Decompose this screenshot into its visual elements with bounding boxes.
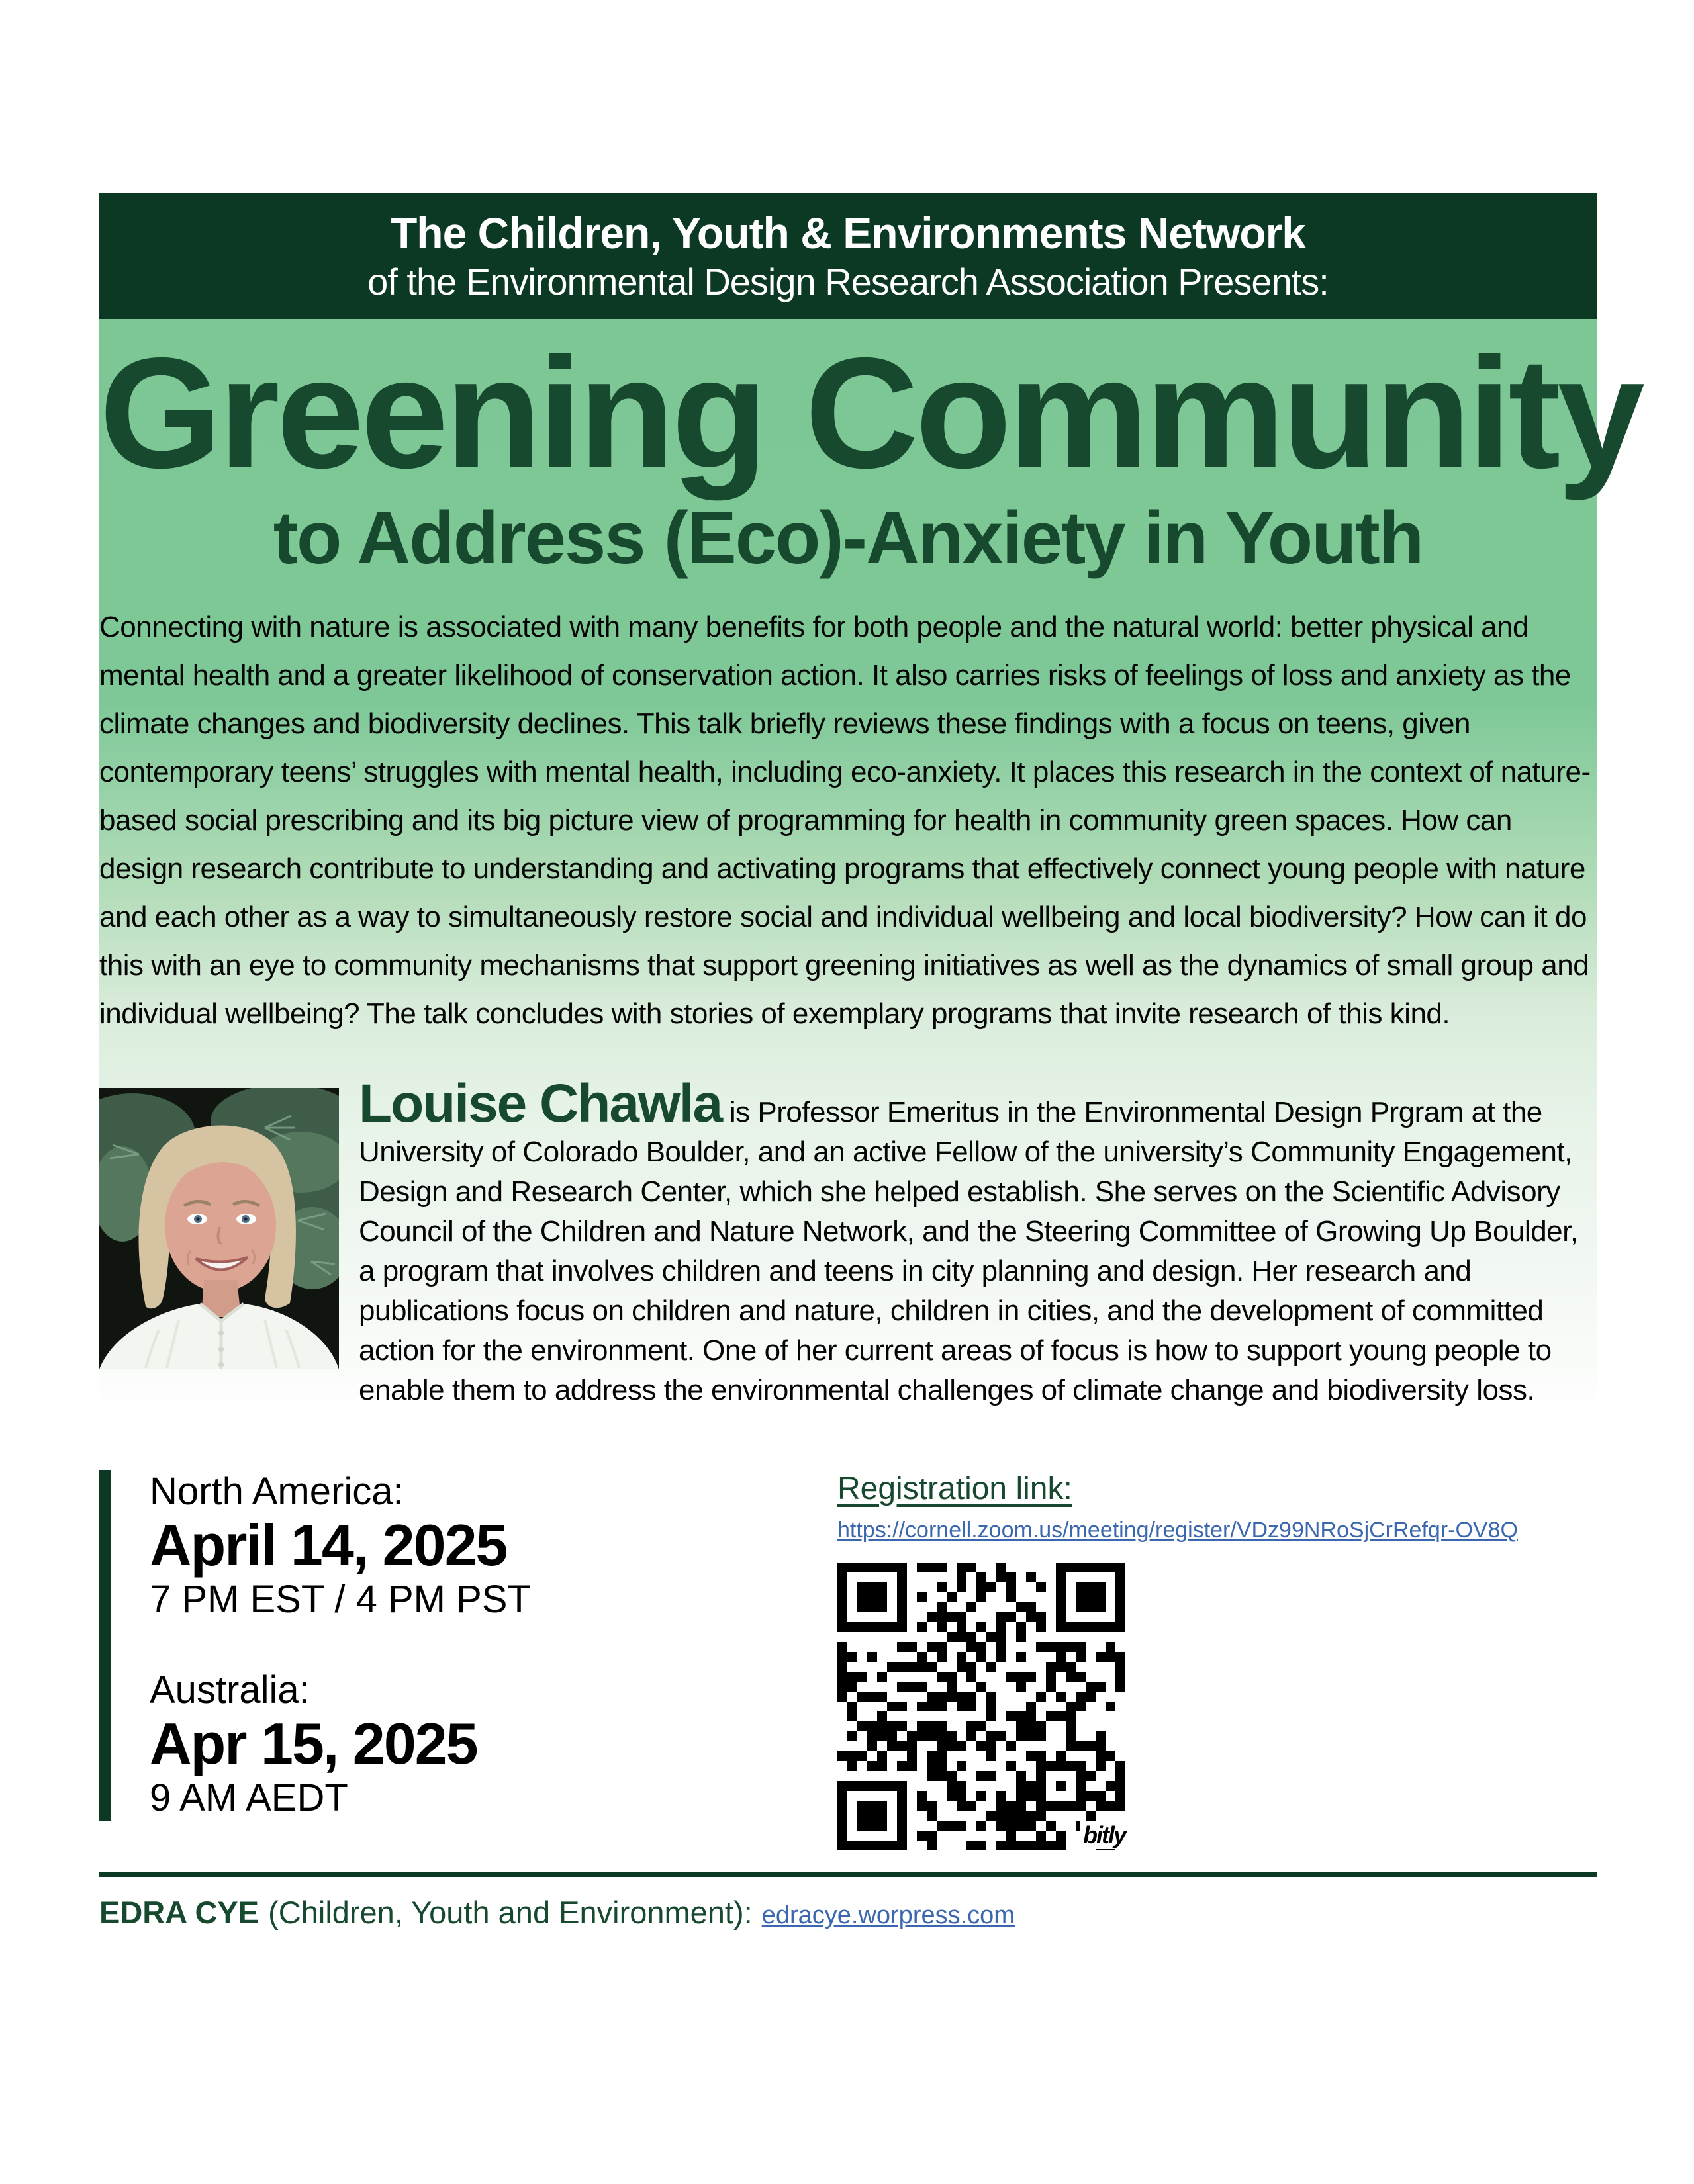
event-subtitle: to Address (Eco)-Anxiety in Youth	[273, 496, 1423, 579]
footer-org-desc: (Children, Youth and Environment):	[268, 1895, 753, 1930]
schedule-time-australia: 9 AM AEDT	[150, 1776, 348, 1819]
qr-code	[837, 1563, 1125, 1850]
footer-org-name: EDRA CYE	[99, 1895, 259, 1930]
qr-code-wrap	[837, 1563, 1125, 1850]
speaker-section	[99, 1073, 1597, 1410]
schedule-time-north-america: 7 PM EST / 4 PM PST	[150, 1578, 531, 1621]
poster	[99, 193, 1642, 1931]
registration-heading: Registration link:	[837, 1471, 1072, 1506]
registration-section	[837, 1470, 1597, 1850]
banner	[99, 193, 1597, 319]
schedule-registration-row	[99, 1470, 1597, 1850]
main-title: Greening Community	[99, 326, 1642, 501]
banner-title: The Children, Youth & Environments Network	[390, 208, 1306, 257]
speaker-name: Louise Chawla	[359, 1073, 722, 1134]
schedule-date-australia: Apr 15, 2025	[150, 1711, 477, 1776]
schedule-date-north-america: April 14, 2025	[150, 1512, 507, 1578]
schedule-section	[99, 1470, 837, 1821]
abstract-paragraph: Connecting with nature is associated with many benefits for both people and the natural world: better physical and mental health and a greater likelihood of conservation action. It also carries risks of feelings of loss and anxiety as the climate changes and biodiversity declines. This talk briefly reviews these findings with a focus on teens, given contemporary teens’ struggles with mental health, including eco-anxiety. It places this research in the context of nature-based social prescribing and its big picture view of programming for health in community green spaces. How can design research contribute to understanding and activating programs that effectively connect young people with nature and each other as a way to simultaneously restore social and individual wellbeing and local biodiversity? How can it do this with an eye to community mechanisms that support greening initiatives as well as the dynamics of small group and individual wellbeing? The talk concludes with stories of exemplary programs that invite research of this kind.	[99, 611, 1591, 1030]
banner-subtitle: of the Environmental Design Research Association Presents:	[367, 261, 1329, 303]
footer-website-link[interactable]: edracye.worpress.com	[761, 1901, 1015, 1929]
speaker-bio-text: is Professor Emeritus in the Environmental Design Prgram at the University of Colorado Boulder, and an active Fellow of the university’s Community Engagement, Design and Research Center, which she helped establish. She serves on the Scientific Advisory Council of the Children and Nature Network, and the Steering Committee of Growing Up Boulder, a program that involves children and teens in city planning and design. Her research and publications focus on children and nature, children in cities, and the development of committed action for the environment. One of her current areas of focus is how to support young people to enable them to address the environmental challenges of climate change and biodiversity loss.	[359, 1096, 1578, 1406]
schedule-spacer	[150, 1622, 837, 1668]
registration-url-link[interactable]: https://cornell.zoom.us/meeting/register/VDz99NRoSjCrRefqr-OV8Q	[837, 1518, 1518, 1543]
speaker-photo	[99, 1088, 339, 1369]
speaker-portrait-illustration	[99, 1088, 339, 1369]
schedule-region-north-america: North America:	[150, 1470, 404, 1513]
poster-body	[99, 319, 1642, 1853]
schedule-region-australia: Australia:	[150, 1668, 310, 1711]
bitly-logo: bitly	[1080, 1821, 1128, 1849]
footer	[99, 1872, 1597, 1931]
